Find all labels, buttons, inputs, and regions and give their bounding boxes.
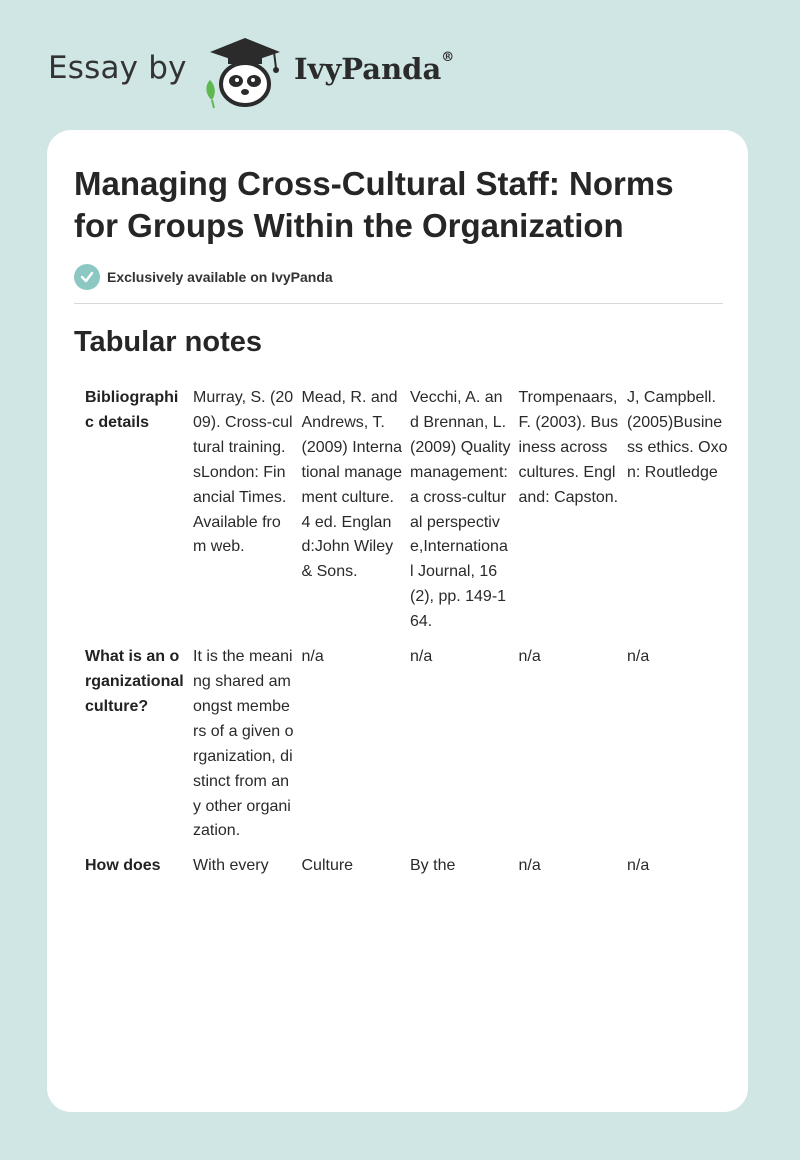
table-row xyxy=(77,854,728,889)
notes-table xyxy=(77,386,728,889)
content-card xyxy=(47,130,748,1112)
table-cell: Mead, R. and Andrews, T. (2009) International management culture. 4 ed. England:John Wiley & Sons. xyxy=(301,389,403,581)
table-cell: Vecchi, A. and Brennan, L. (2009) Quality management: a cross-cultural perspective,International Journal, 16 (2), pp. 149-164. xyxy=(410,389,511,631)
table-cell: By the xyxy=(410,857,456,875)
brand-text: IvyPanda xyxy=(294,52,442,86)
registered-mark: ® xyxy=(441,50,455,65)
badge-label: Exclusively available on IvyPanda xyxy=(107,269,333,285)
table-cell: n/a xyxy=(627,857,650,875)
row-header: How does xyxy=(85,857,161,875)
divider xyxy=(74,303,723,304)
check-icon xyxy=(74,264,100,290)
table-cell: n/a xyxy=(410,648,433,666)
page-title: Managing Cross-Cultural Staff: Norms for Groups Within the Organization xyxy=(74,165,674,244)
table-cell: n/a xyxy=(518,648,541,666)
brand-name[interactable] xyxy=(294,52,454,86)
row-header: What is an organizational culture? xyxy=(85,648,184,715)
table-row xyxy=(77,645,728,854)
table-cell: J, Campbell. (2005)Business ethics. Oxon: Routledge xyxy=(627,389,728,481)
section-heading: Tabular notes xyxy=(74,326,262,358)
table-row xyxy=(77,386,728,645)
table-cell: It is the meaning shared amongst members of a given organization, distinct from any other organization. xyxy=(193,648,294,840)
table-cell: n/a xyxy=(301,648,324,666)
table-cell: Trompenaars, F. (2003). Business across cultures. England: Capston. xyxy=(518,389,619,506)
table-cell: Culture xyxy=(301,857,354,875)
site-header xyxy=(0,0,800,120)
table-cell: n/a xyxy=(518,857,541,875)
panda-logo-icon[interactable] xyxy=(200,34,290,110)
table-cell: n/a xyxy=(627,648,650,666)
table-cell: With every xyxy=(193,857,269,875)
exclusive-badge xyxy=(74,264,333,290)
table-cell: Murray, S. (2009). Cross-cultural training. sLondon: Financial Times. Available from web. xyxy=(193,389,294,556)
essay-by-label: Essay by xyxy=(48,50,187,86)
row-header: Bibliographic details xyxy=(85,389,179,431)
